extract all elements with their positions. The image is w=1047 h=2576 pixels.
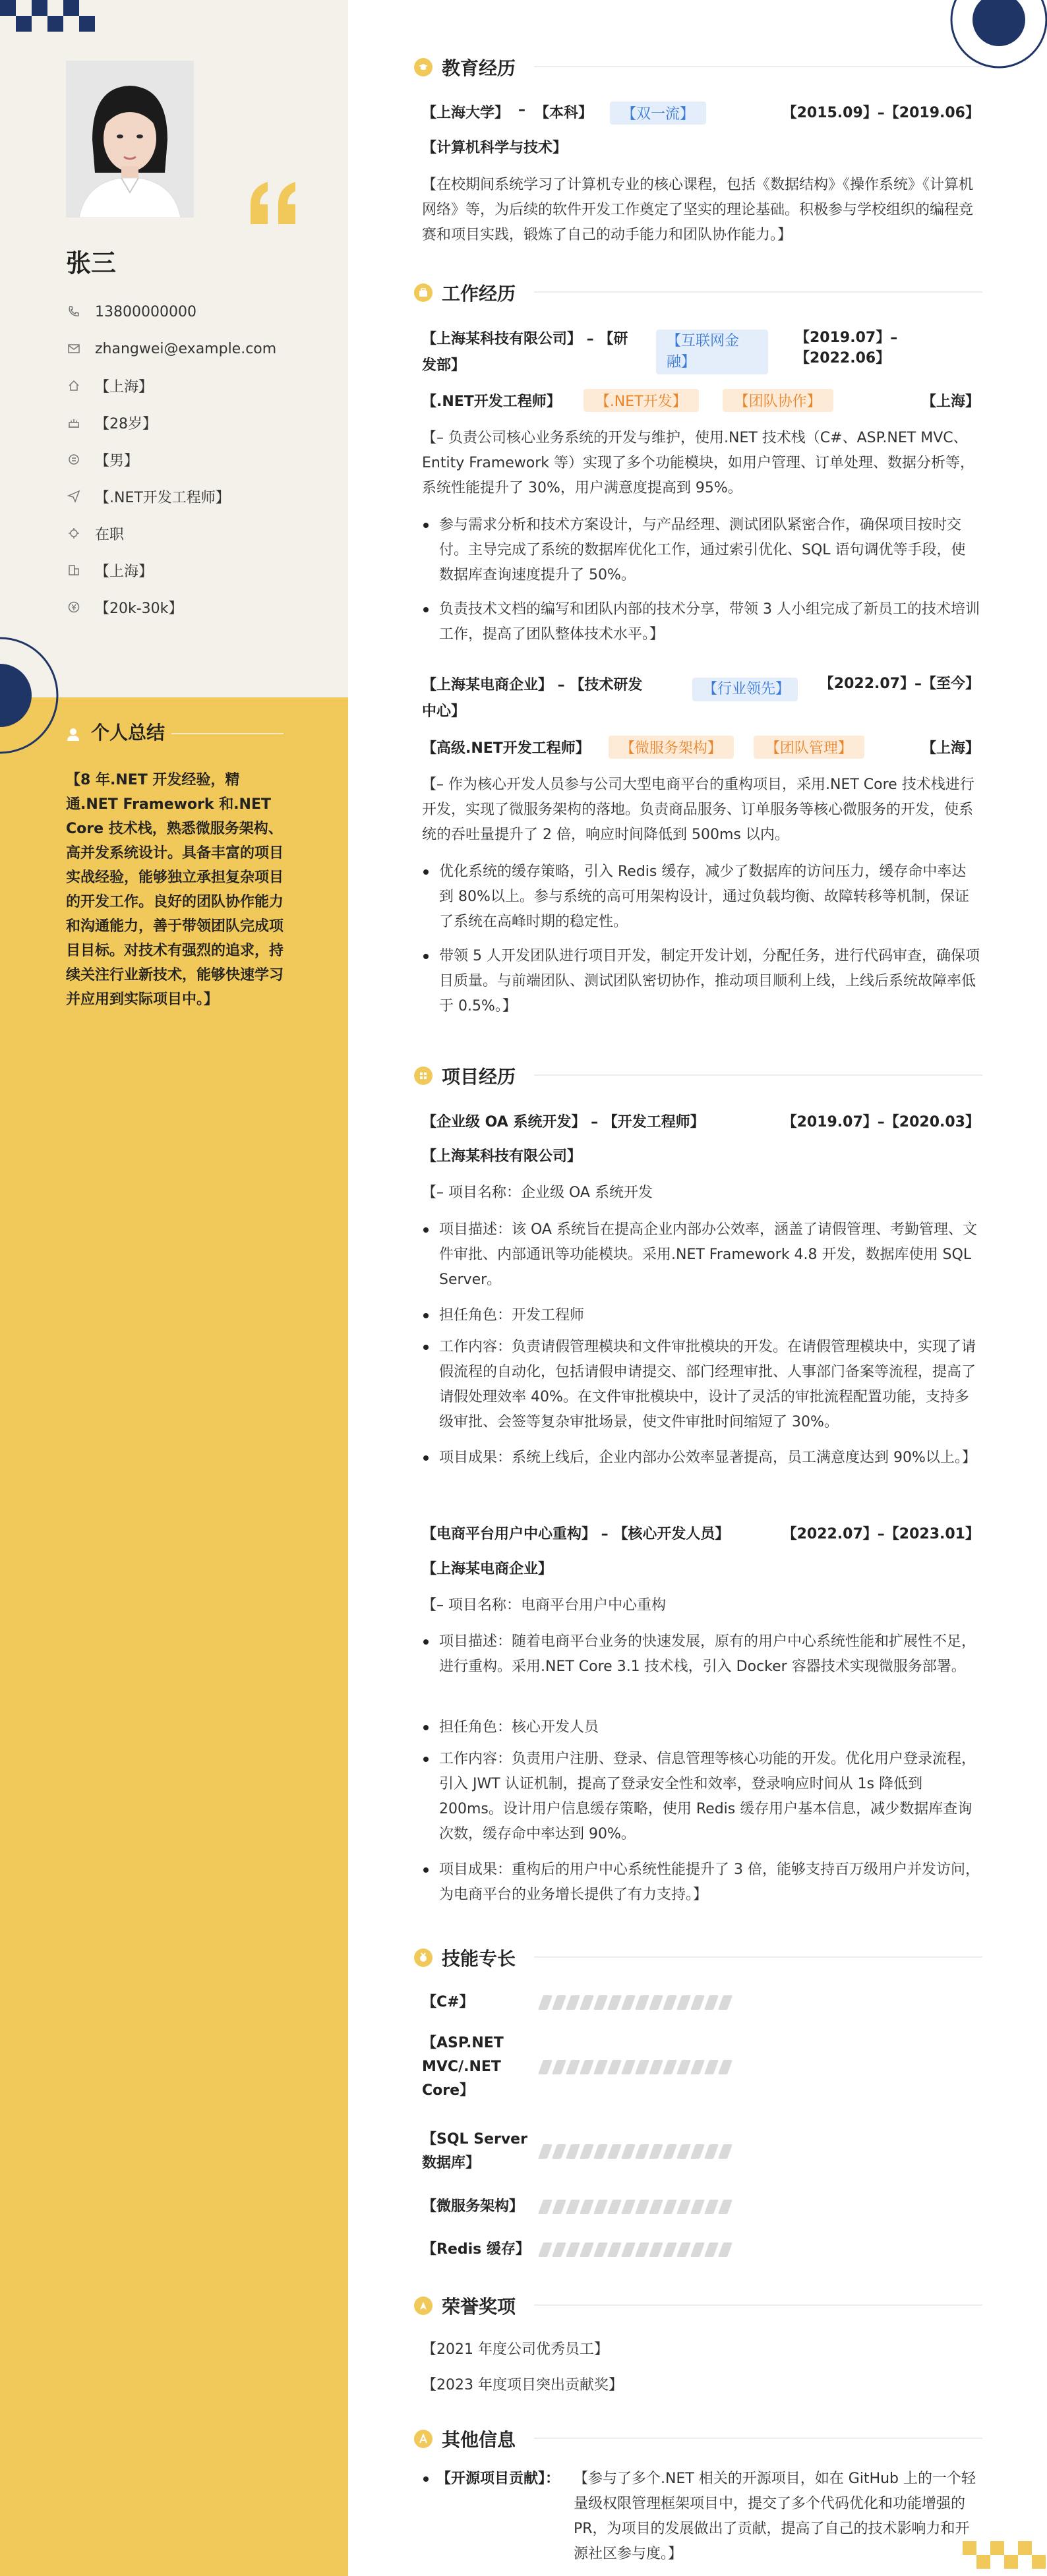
- skill-segment: [580, 2144, 594, 2159]
- project1-bullet-1: 项目描述：该 OA 系统旨在提高企业内部办公效率，涵盖了请假管理、考勤管理、文件审批、内部通讯等功能模块。采用.NET Framework 4.8 开发，数据库使用 SQL Server。: [422, 1217, 980, 1293]
- skill-segment: [676, 2144, 691, 2159]
- job2-dates-row: [795, 672, 980, 693]
- job1-company-text: 【上海某科技有限公司】 – 【研发部】: [422, 331, 628, 374]
- projects-divider: [534, 1074, 982, 1076]
- other-divider: [534, 2438, 982, 2439]
- skill-row: [422, 2128, 963, 2175]
- money-icon: [66, 599, 82, 615]
- project1-name: 【– 项目名称：企业级 OA 系统开发: [422, 1185, 653, 1201]
- project1-dates: 【2019.07】–【2020.03】: [782, 1114, 980, 1130]
- person-name: 张三: [66, 249, 117, 278]
- skill-segment: [635, 1995, 649, 2010]
- skill-segment: [566, 2200, 580, 2214]
- contact-salary: [66, 589, 330, 626]
- skill-segment: [552, 2242, 566, 2257]
- info-icon: [414, 2430, 433, 2448]
- job1-position: 【.NET开发工程师】: [422, 394, 561, 410]
- job1-dates-row: [795, 326, 980, 367]
- skill-segment: [635, 2242, 649, 2257]
- honors-heading: [414, 2293, 516, 2319]
- skill-name: 【微服务架构】: [422, 2198, 524, 2215]
- skill-segment: [649, 1995, 663, 2010]
- education-tag: 【双一流】: [610, 102, 706, 125]
- honors-divider: [534, 2304, 982, 2306]
- skills-divider: [534, 1956, 982, 1958]
- skill-segment: [607, 1995, 622, 2010]
- decor-checker-top-left: [0, 0, 99, 32]
- skill-segment: [607, 2242, 622, 2257]
- project1-company: 【上海某科技有限公司】: [422, 1148, 582, 1165]
- other-heading: [414, 2426, 516, 2452]
- skill-segment: [566, 2060, 580, 2074]
- skill-segment: [663, 2060, 677, 2074]
- project2-bullet-1: 项目描述：随着电商平台业务的快速发展，原有的用户中心系统性能和扩展性不足，进行重构。采用.NET Core 3.1 技术栈，引入 Docker 容器技术实现微服务部署。: [422, 1629, 980, 1680]
- other-label: 【开源项目贡献】：: [436, 2471, 560, 2487]
- project2-dates: 【2022.07】–【2023.01】: [782, 1526, 980, 1542]
- degree: 【本科】: [535, 105, 593, 121]
- project1-bullet-3: 工作内容：负责请假管理模块和文件审批模块的开发。在请假管理模块中，实现了请假流程的自动化，包括请假申请提交、部门经理审批、人事部门备案等流程，提高了请假处理效率 40%。在文件审批模块中，设计了灵活的审批流程配置功能，支持多级审批、会签等复杂审批场景，使文件审批时间缩短了 30%。: [422, 1335, 980, 1435]
- work-heading: [414, 279, 516, 306]
- job2-tag-team: 【团队管理】: [754, 736, 864, 759]
- skill-segment: [690, 2144, 705, 2159]
- skill-segment: [690, 2200, 705, 2214]
- projects-heading: [414, 1063, 516, 1089]
- gender-value: 【男】: [95, 452, 139, 469]
- major: 【计算机科学与技术】: [422, 140, 568, 156]
- work-divider: [534, 291, 982, 293]
- skill-segment: [607, 2060, 622, 2074]
- skill-segment: [635, 2200, 649, 2214]
- skill-segment: [704, 1995, 719, 2010]
- skill-segment: [552, 2144, 566, 2159]
- contact-phone: [66, 293, 330, 330]
- skill-segment: [635, 2060, 649, 2074]
- skill-segment: [718, 1995, 733, 2010]
- contact-position: [66, 478, 330, 515]
- skill-segment: [593, 2242, 608, 2257]
- other-text: 【参与了多个.NET 相关的开源项目，如在 GitHub 上的一个轻量级权限管理框架项目中，提交了多个代码优化和功能增强的 PR，为项目的发展做出了贡献，提高了自己的技术影响力和开源社区参与度。】: [574, 2471, 976, 2562]
- skill-segment: [552, 1995, 566, 2010]
- skill-segment: [690, 2060, 705, 2074]
- skill-segment: [649, 2144, 663, 2159]
- skill-segment: [649, 2060, 663, 2074]
- skill-segment: [621, 1995, 636, 2010]
- skill-row: [422, 2238, 963, 2262]
- education-dates: 【2015.09】–【2019.06】: [782, 105, 980, 121]
- summary-heading: [66, 718, 165, 745]
- skill-segment: [663, 2144, 677, 2159]
- other-title: 其他信息: [442, 2429, 516, 2451]
- skill-segment: [593, 2060, 608, 2074]
- skills-title: 技能专长: [442, 1948, 516, 1970]
- skill-segment: [718, 2060, 733, 2074]
- summary-divider: [171, 733, 284, 734]
- skill-segment: [580, 2060, 594, 2074]
- skill-row: [422, 1991, 963, 2014]
- education-title: 教育经历: [442, 57, 516, 79]
- education-heading: [414, 54, 516, 80]
- contact-gender: [66, 441, 330, 478]
- skill-segment: [676, 2060, 691, 2074]
- job1-city: 【上海】: [921, 394, 980, 410]
- skill-segment: [593, 2200, 608, 2214]
- skill-level-bar: [541, 1995, 730, 2010]
- position-value: 【.NET开发工程师】: [95, 489, 230, 506]
- skill-segment: [593, 2144, 608, 2159]
- honors-title: 荣誉奖项: [442, 2296, 516, 2318]
- contact-age: [66, 404, 330, 441]
- job2-tag: 【行业领先】: [692, 678, 798, 701]
- skill-segment: [718, 2242, 733, 2257]
- project2-bullet-4: 项目成果：重构后的用户中心系统性能提升了 3 倍，能够支持百万级用户并发访问，为电商平台的业务增长提供了有力支持。】: [422, 1858, 980, 1908]
- summary-title: 个人总结: [91, 722, 165, 744]
- skill-segment: [621, 2242, 636, 2257]
- skill-segment: [635, 2144, 649, 2159]
- skill-name: 【ASP.NET MVC/.NET Core】: [422, 2035, 504, 2099]
- skill-row: [422, 2195, 963, 2219]
- skill-segment: [663, 1995, 677, 2010]
- education-separator: –: [518, 102, 526, 118]
- job2-position: 【高级.NET开发工程师】: [422, 740, 590, 757]
- city-value: 【上海】: [95, 563, 154, 580]
- skill-level-bar: [541, 2060, 730, 2074]
- status-value: 在职: [95, 526, 125, 543]
- location-value: 【上海】: [95, 378, 154, 395]
- skill-level-bar: [541, 2200, 730, 2214]
- email-value: zhangwei@example.com: [95, 340, 277, 357]
- project1-bullet-2: 担任角色：开发工程师: [422, 1303, 980, 1328]
- skill-segment: [566, 1995, 580, 2010]
- skill-segment: [580, 1995, 594, 2010]
- skill-segment: [580, 2242, 594, 2257]
- decor-circle-left: [0, 633, 59, 758]
- skill-segment: [718, 2200, 733, 2214]
- skill-segment: [676, 1995, 691, 2010]
- project2-head: 【电商平台用户中心重构】 – 【核心开发人员】: [422, 1526, 730, 1542]
- skill-segment: [607, 2200, 622, 2214]
- salary-value: 【20k-30k】: [95, 600, 183, 617]
- job2-company-text: 【上海某电商企业】 – 【技术研发中心】: [422, 677, 643, 720]
- project-icon: [414, 1067, 433, 1085]
- project2-head-row: [422, 1523, 980, 1543]
- skill-segment: [649, 2200, 663, 2214]
- job1-intro: 【– 负责公司核心业务系统的开发与维护，使用.NET 技术栈（C#、ASP.NET MVC、Entity Framework 等）实现了多个功能模块，如用户管理、订单处理、数据分析等，系统性能提升了 30%，用户满意度提高到 95%。: [422, 430, 975, 496]
- skill-segment: [566, 2144, 580, 2159]
- job1-bullet-1: 参与需求分析和技术方案设计，与产品经理、测试团队紧密合作，确保项目按时交付。主导完成了系统的数据库优化工作，通过索引优化、SQL 语句调优等手段，使数据库查询速度提升了 50%。: [422, 513, 980, 588]
- phone-icon: [66, 304, 82, 320]
- education-divider: [534, 66, 982, 67]
- job2-position-row: [422, 736, 980, 759]
- job1-tag-team: 【团队协作】: [723, 389, 833, 412]
- project2-bullet-3: 工作内容：负责用户注册、登录、信息管理等核心功能的开发。优化用户登录流程，引入 JWT 认证机制，提高了登录安全性和效率，登录响应时间从 1s 降低到 200ms。设计用户信息缓存策略，使用 Redis 缓存用户基本信息，减少数据库查询次数，缓存命中率达到 90%。: [422, 1747, 980, 1847]
- job1-tag-net: 【.NET开发】: [583, 389, 699, 412]
- decor-circle-top-right: [949, 0, 1047, 69]
- skill-segment: [552, 2200, 566, 2214]
- skill-level-bar: [541, 2144, 730, 2159]
- quote-mark-icon: [248, 178, 301, 237]
- project2-company: 【上海某电商企业】: [422, 1561, 553, 1577]
- skill-segment: [676, 2200, 691, 2214]
- mail-icon: [66, 341, 82, 357]
- projects-title: 项目经历: [442, 1066, 516, 1088]
- skill-segment: [538, 2060, 553, 2074]
- home-icon: [66, 378, 82, 394]
- status-icon: [66, 525, 82, 541]
- job2-intro: 【– 作为核心开发人员参与公司大型电商平台的重构项目，采用.NET Core 技术栈进行开发，实现了微服务架构的落地。负责商品服务、订单服务等核心微服务的开发，使系统的吞吐量提升了 2 倍，响应时间降低到 500ms 以内。: [422, 776, 974, 843]
- project1-head: 【企业级 OA 系统开发】 – 【开发工程师】: [422, 1114, 705, 1130]
- project1-head-row: [422, 1111, 980, 1131]
- job2-dates: 【2022.07】–【至今】: [819, 676, 980, 692]
- skill-name: 【C#】: [422, 1994, 474, 2010]
- skill-segment: [593, 1995, 608, 2010]
- skill-segment: [538, 2144, 553, 2159]
- graduation-cap-icon: [414, 58, 433, 76]
- skill-segment: [704, 2060, 719, 2074]
- skill-segment: [538, 1995, 553, 2010]
- building-icon: [66, 562, 82, 578]
- summary-text: 【8 年.NET 开发经验，精通.NET Framework 和.NET Core 技术栈，熟悉微服务架构、高并发系统设计。具备丰富的项目实战经验，能够独立承担复杂项目的开发工作。良好的团队协作能力和沟通能力，善于带领团队完成项目目标。对技术有强烈的追求，持续关注行业新技术，能够快速学习并应用到实际项目中。】: [66, 772, 284, 1008]
- job2-bullet-1: 优化系统的缓存策略，引入 Redis 缓存，减少了数据库的访问压力，缓存命中率达到 80%以上。参与系统的高可用架构设计，通过负载均衡、故障转移等机制，保证了系统在高峰时期的稳定性。: [422, 860, 980, 935]
- school-name: 【上海大学】: [422, 105, 510, 121]
- skills-heading: [414, 1945, 516, 1971]
- job2-bullet-2: 带领 5 人开发团队进行项目开发，制定开发计划，分配任务，进行代码审查，确保项目质量。与前端团队、测试团队密切协作，推动项目顺利上线，上线后系统故障率低于 0.5%。】: [422, 944, 980, 1019]
- skill-segment: [607, 2144, 622, 2159]
- skill-segment: [690, 1995, 705, 2010]
- honor-item: 【2021 年度公司优秀员工】: [422, 2341, 609, 2358]
- contact-city: [66, 552, 330, 589]
- skill-segment: [704, 2200, 719, 2214]
- skill-level-bar: [541, 2242, 730, 2257]
- job1-position-row: [422, 389, 980, 412]
- job2-company: [422, 672, 646, 725]
- project2-name: 【– 项目名称：电商平台用户中心重构: [422, 1597, 666, 1614]
- skill-segment: [649, 2242, 663, 2257]
- skill-segment: [704, 2144, 719, 2159]
- project1-bullet-4: 项目成果：系统上线后，企业内部办公效率显著提高，员工满意度达到 90%以上。】: [422, 1446, 980, 1471]
- medal-icon: [414, 1948, 433, 1967]
- skill-name: 【SQL Server 数据库】: [422, 2131, 527, 2171]
- skill-segment: [552, 2060, 566, 2074]
- honor-item: 【2023 年度项目突出贡献奖】: [422, 2377, 623, 2393]
- gender-icon: [66, 452, 82, 467]
- skill-segment: [663, 2200, 677, 2214]
- sidebar: [0, 0, 348, 2576]
- skill-segment: [704, 2242, 719, 2257]
- job1-tag: 【互联网金融】: [656, 330, 768, 374]
- avatar: [66, 61, 194, 218]
- project2-bullet-2: 担任角色：核心开发人员: [422, 1715, 980, 1740]
- education-description: 【在校期间系统学习了计算机专业的核心课程，包括《数据结构》《操作系统》《计算机网络》等，为后续的软件开发工作奠定了坚实的理论基础。积极参与学校组织的编程竞赛和项目实践，锻炼了自己的动手能力和团队协作能力。】: [422, 177, 974, 243]
- education-row: [422, 102, 980, 125]
- skill-segment: [676, 2242, 691, 2257]
- job1-company: [422, 326, 633, 379]
- job1-bullet-2: 负责技术文档的编写和团队内部的技术分享，带领 3 人小组完成了新员工的技术培训工作，提高了团队整体技术水平。】: [422, 597, 980, 647]
- send-icon: [66, 488, 82, 504]
- award-icon: [414, 2297, 433, 2315]
- skill-name: 【Redis 缓存】: [422, 2241, 530, 2258]
- cake-icon: [66, 415, 82, 430]
- briefcase-icon: [414, 283, 433, 302]
- skill-row: [422, 2032, 963, 2103]
- skill-segment: [621, 2144, 636, 2159]
- user-icon: [66, 724, 80, 739]
- job2-tag-micro: 【微服务架构】: [609, 736, 734, 759]
- skill-segment: [718, 2144, 733, 2159]
- job2-city: 【上海】: [921, 740, 980, 757]
- skill-segment: [538, 2242, 553, 2257]
- skill-segment: [690, 2242, 705, 2257]
- skill-segment: [621, 2200, 636, 2214]
- skill-segment: [580, 2200, 594, 2214]
- skill-segment: [663, 2242, 677, 2257]
- skill-segment: [566, 2242, 580, 2257]
- contact-email: [66, 330, 330, 367]
- contact-list: [66, 293, 330, 626]
- contact-location: [66, 367, 330, 404]
- skill-segment: [538, 2200, 553, 2214]
- job1-dates: 【2019.07】–【2022.06】: [795, 330, 898, 366]
- contact-status: [66, 515, 330, 552]
- work-title: 工作经历: [442, 283, 516, 305]
- age-value: 【28岁】: [95, 415, 157, 432]
- phone-value: 13800000000: [95, 303, 196, 320]
- skill-segment: [621, 2060, 636, 2074]
